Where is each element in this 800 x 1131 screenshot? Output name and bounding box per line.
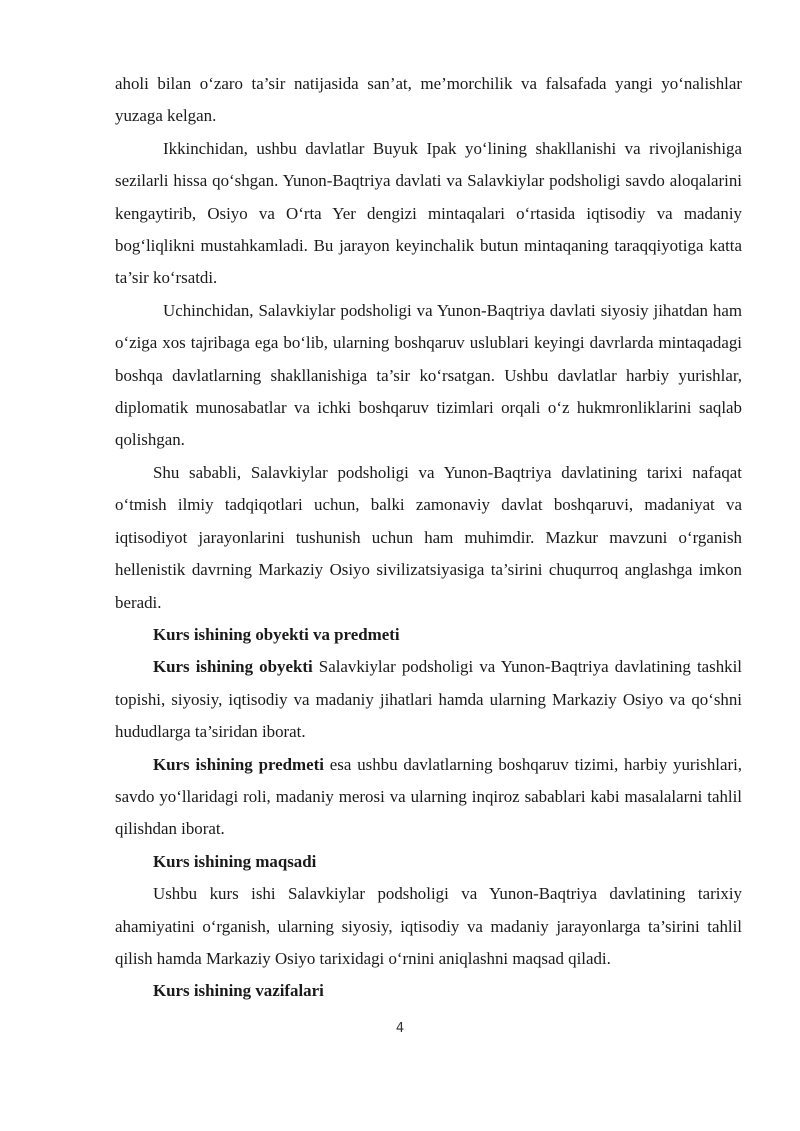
paragraph-subject	[115, 749, 742, 846]
page-body	[115, 68, 742, 1008]
paragraph-object	[115, 651, 742, 748]
page-number: 4	[395, 1021, 405, 1036]
paragraph-thirdly: Uchinchidan, Salavkiylar podsholigi va Yunon-Baqtriya davlati siyosiy jihatdan ham o‘ziga xos tajribaga ega bo‘lib, ularning boshqaruv uslublari keyingi davrlarda mintaqadagi boshqa davlatlarning shakllanishiga ta’sir ko‘rsatgan. Ushbu davlatlar harbiy yurishlar, diplomatik munosabatlar va ichki boshqaruv tizimlari orqali o‘z hukmronliklarini saqlab qolishgan.	[115, 300, 742, 450]
paragraph-therefore: Shu sababli, Salavkiylar podsholigi va Yunon-Baqtriya davlatining tarixi nafaqat o‘tmish ilmiy tadqiqotlari uchun, balki zamonaviy davlat boshqaruvi, madaniyat va iqtisodiyot jarayonlarini tushunish uchun ham muhimdir. Mazkur mavzuni o‘rganish hellenistik davrning Markaziy Osiyo sivilizatsiyasiga ta’sirini chuqurroq anglashga imkon beradi.	[115, 462, 742, 612]
object-label: Kurs ishining obyekti	[153, 657, 313, 677]
paragraph-continuation: aholi bilan o‘zaro ta’sir natijasida san’at, me’morchilik va falsafada yangi yo‘nalishlar yuzaga kelgan.	[115, 74, 742, 126]
heading-object-subject: Kurs ishining obyekti va predmeti	[153, 624, 400, 644]
heading-tasks: Kurs ishining vazifalari	[153, 981, 324, 1001]
paragraph-goal: Ushbu kurs ishi Salavkiylar podsholigi va Yunon-Baqtriya davlatining tarixiy ahamiyatini o‘rganish, ularning siyosiy, iqtisodiy va madaniy jarayonlarga ta’sirini tahlil qilish hamda Markaziy Osiyo tarixidagi o‘rnini aniqlashni maqsad qiladi.	[115, 884, 742, 968]
subject-label: Kurs ishining predmeti	[153, 754, 324, 774]
subject-text: esa ushbu davlatlarning boshqaruv tizimi, harbiy yurishlari, savdo yo‘llaridagi roli, madaniy merosi va ularning inqiroz sabablari kabi masalalarni tahlil qilishdan iborat.	[115, 754, 742, 839]
object-text: Salavkiylar podsholigi va Yunon-Baqtriya davlatining tashkil topishi, siyosiy, iqtisodiy va madaniy jihatlari hamda ularning Markaziy Osiyo va qo‘shni hududlarga ta’siridan iborat.	[115, 657, 742, 742]
heading-goal: Kurs ishining maqsadi	[153, 851, 317, 871]
paragraph-secondly: Ikkinchidan, ushbu davlatlar Buyuk Ipak yo‘lining shakllanishi va rivojlanishiga sezilarli hissa qo‘shgan. Yunon-Baqtriya davlati va Salavkiylar podsholigi savdo aloqalarini kengaytirib, Osiyo va O‘rta Yer dengizi mintaqalari o‘rtasida iqtisodiy va madaniy bog‘liqlikni mustahkamladi. Bu jarayon keyinchalik butun mintaqaning taraqqiyotiga katta ta’sir ko‘rsatdi.	[115, 138, 742, 288]
